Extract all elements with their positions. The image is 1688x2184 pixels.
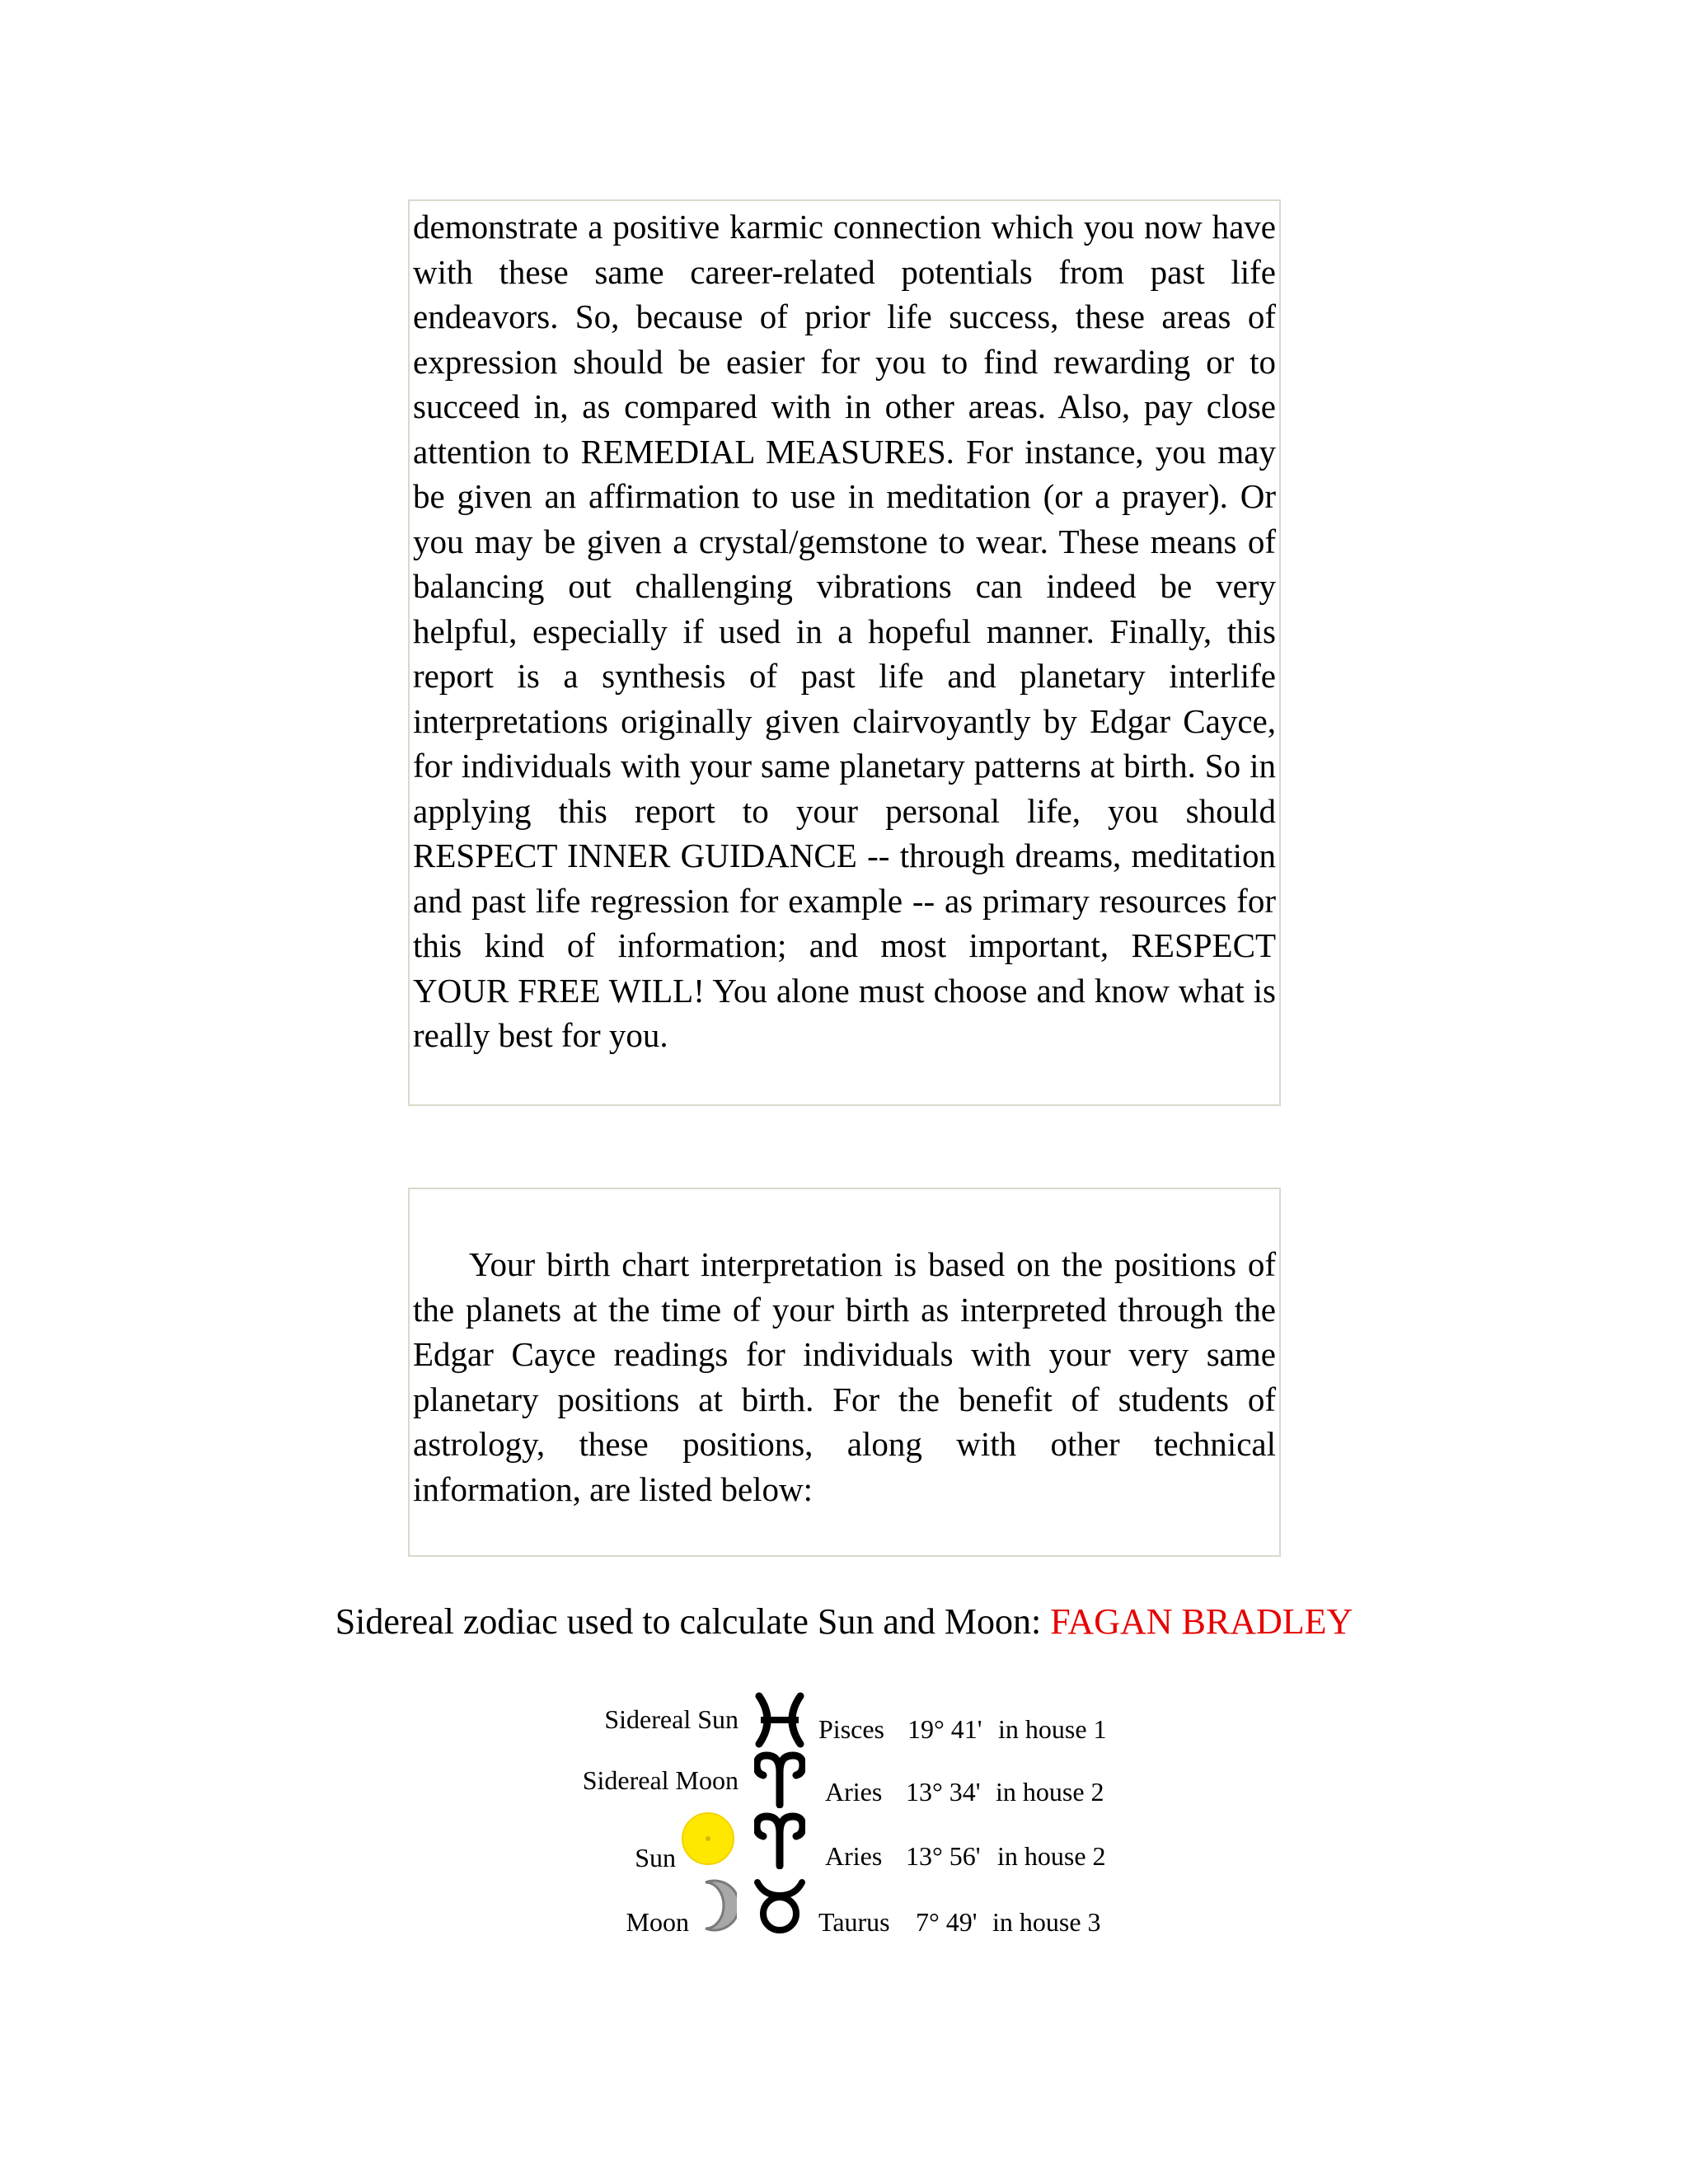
text-box-birth-chart [408,1188,1281,1557]
position-row-moon [0,1877,1688,1943]
degree: 7° 49' [916,1907,978,1937]
position-row-sun [0,1810,1688,1876]
house: in house 1 [998,1714,1107,1744]
moon-icon [686,1879,737,1932]
degree: 13° 34' [906,1777,981,1807]
house: in house 2 [996,1777,1104,1807]
position-label: Sidereal Sun [604,1704,738,1734]
position-label: Sidereal Moon [582,1765,738,1795]
sign-name: Aries [825,1841,883,1871]
sign-name: Taurus [818,1907,890,1937]
sign-name: Pisces [818,1714,884,1744]
sign-name: Aries [825,1777,883,1807]
pisces-icon [754,1691,805,1749]
position-row-sidereal-sun [0,1691,1688,1757]
paragraph-birth-chart: Your birth chart interpretation is based on the positions of the planets at the time of your birth as interpreted through the Edgar Cayce readings for individuals with your very same planetary positions at birth. For the benefit of students of astrology, these positions, along with other technical information, are listed below: [413,1245,1276,1508]
position-row-sidereal-moon [0,1750,1688,1816]
degree: 13° 56' [906,1841,981,1871]
paragraph-karmic: demonstrate a positive karmic connection which you now have with these same career-related potentials from past life endeavors. So, because of prior life success, these areas of expression should be easier for you to find rewarding or to succeed in, as compared with in other areas. Also, pay close attention to REMEDIAL MEASURES. For instance, you may be given an affirmation to use in meditation (or a prayer). Or you may be given a crystal/gemstone to wear. These means of balancing out challenging vibrations can indeed be very helpful, especially if used in a hopeful manner. Finally, this report is a synthesis of past life and planetary interlife interpretations originally given clairvoyantly by Edgar Cayce, for individuals with your same planetary patterns at birth. So in applying this report to your personal life, you should RESPECT INNER GUIDANCE -- through dreams, meditation and past life regression for example -- as primary resources for this kind of information; and most important, RESPECT YOUR FREE WILL! You alone must choose and know what is really best for you. [413,208,1276,1054]
aries-icon [754,1811,805,1869]
zodiac-line [0,1597,1688,1647]
zodiac-label: Sidereal zodiac used to calculate Sun and Moon: [335,1601,1051,1642]
position-label: Sun [635,1843,676,1872]
aries-icon [754,1750,805,1808]
sun-icon [679,1810,737,1868]
house: in house 2 [997,1841,1106,1871]
house: in house 3 [992,1907,1101,1937]
text-box-karmic [408,199,1281,1106]
zodiac-value: FAGAN BRADLEY [1050,1601,1353,1642]
taurus-icon [754,1877,805,1935]
degree: 19° 41' [907,1714,982,1744]
position-label: Moon [626,1907,689,1937]
